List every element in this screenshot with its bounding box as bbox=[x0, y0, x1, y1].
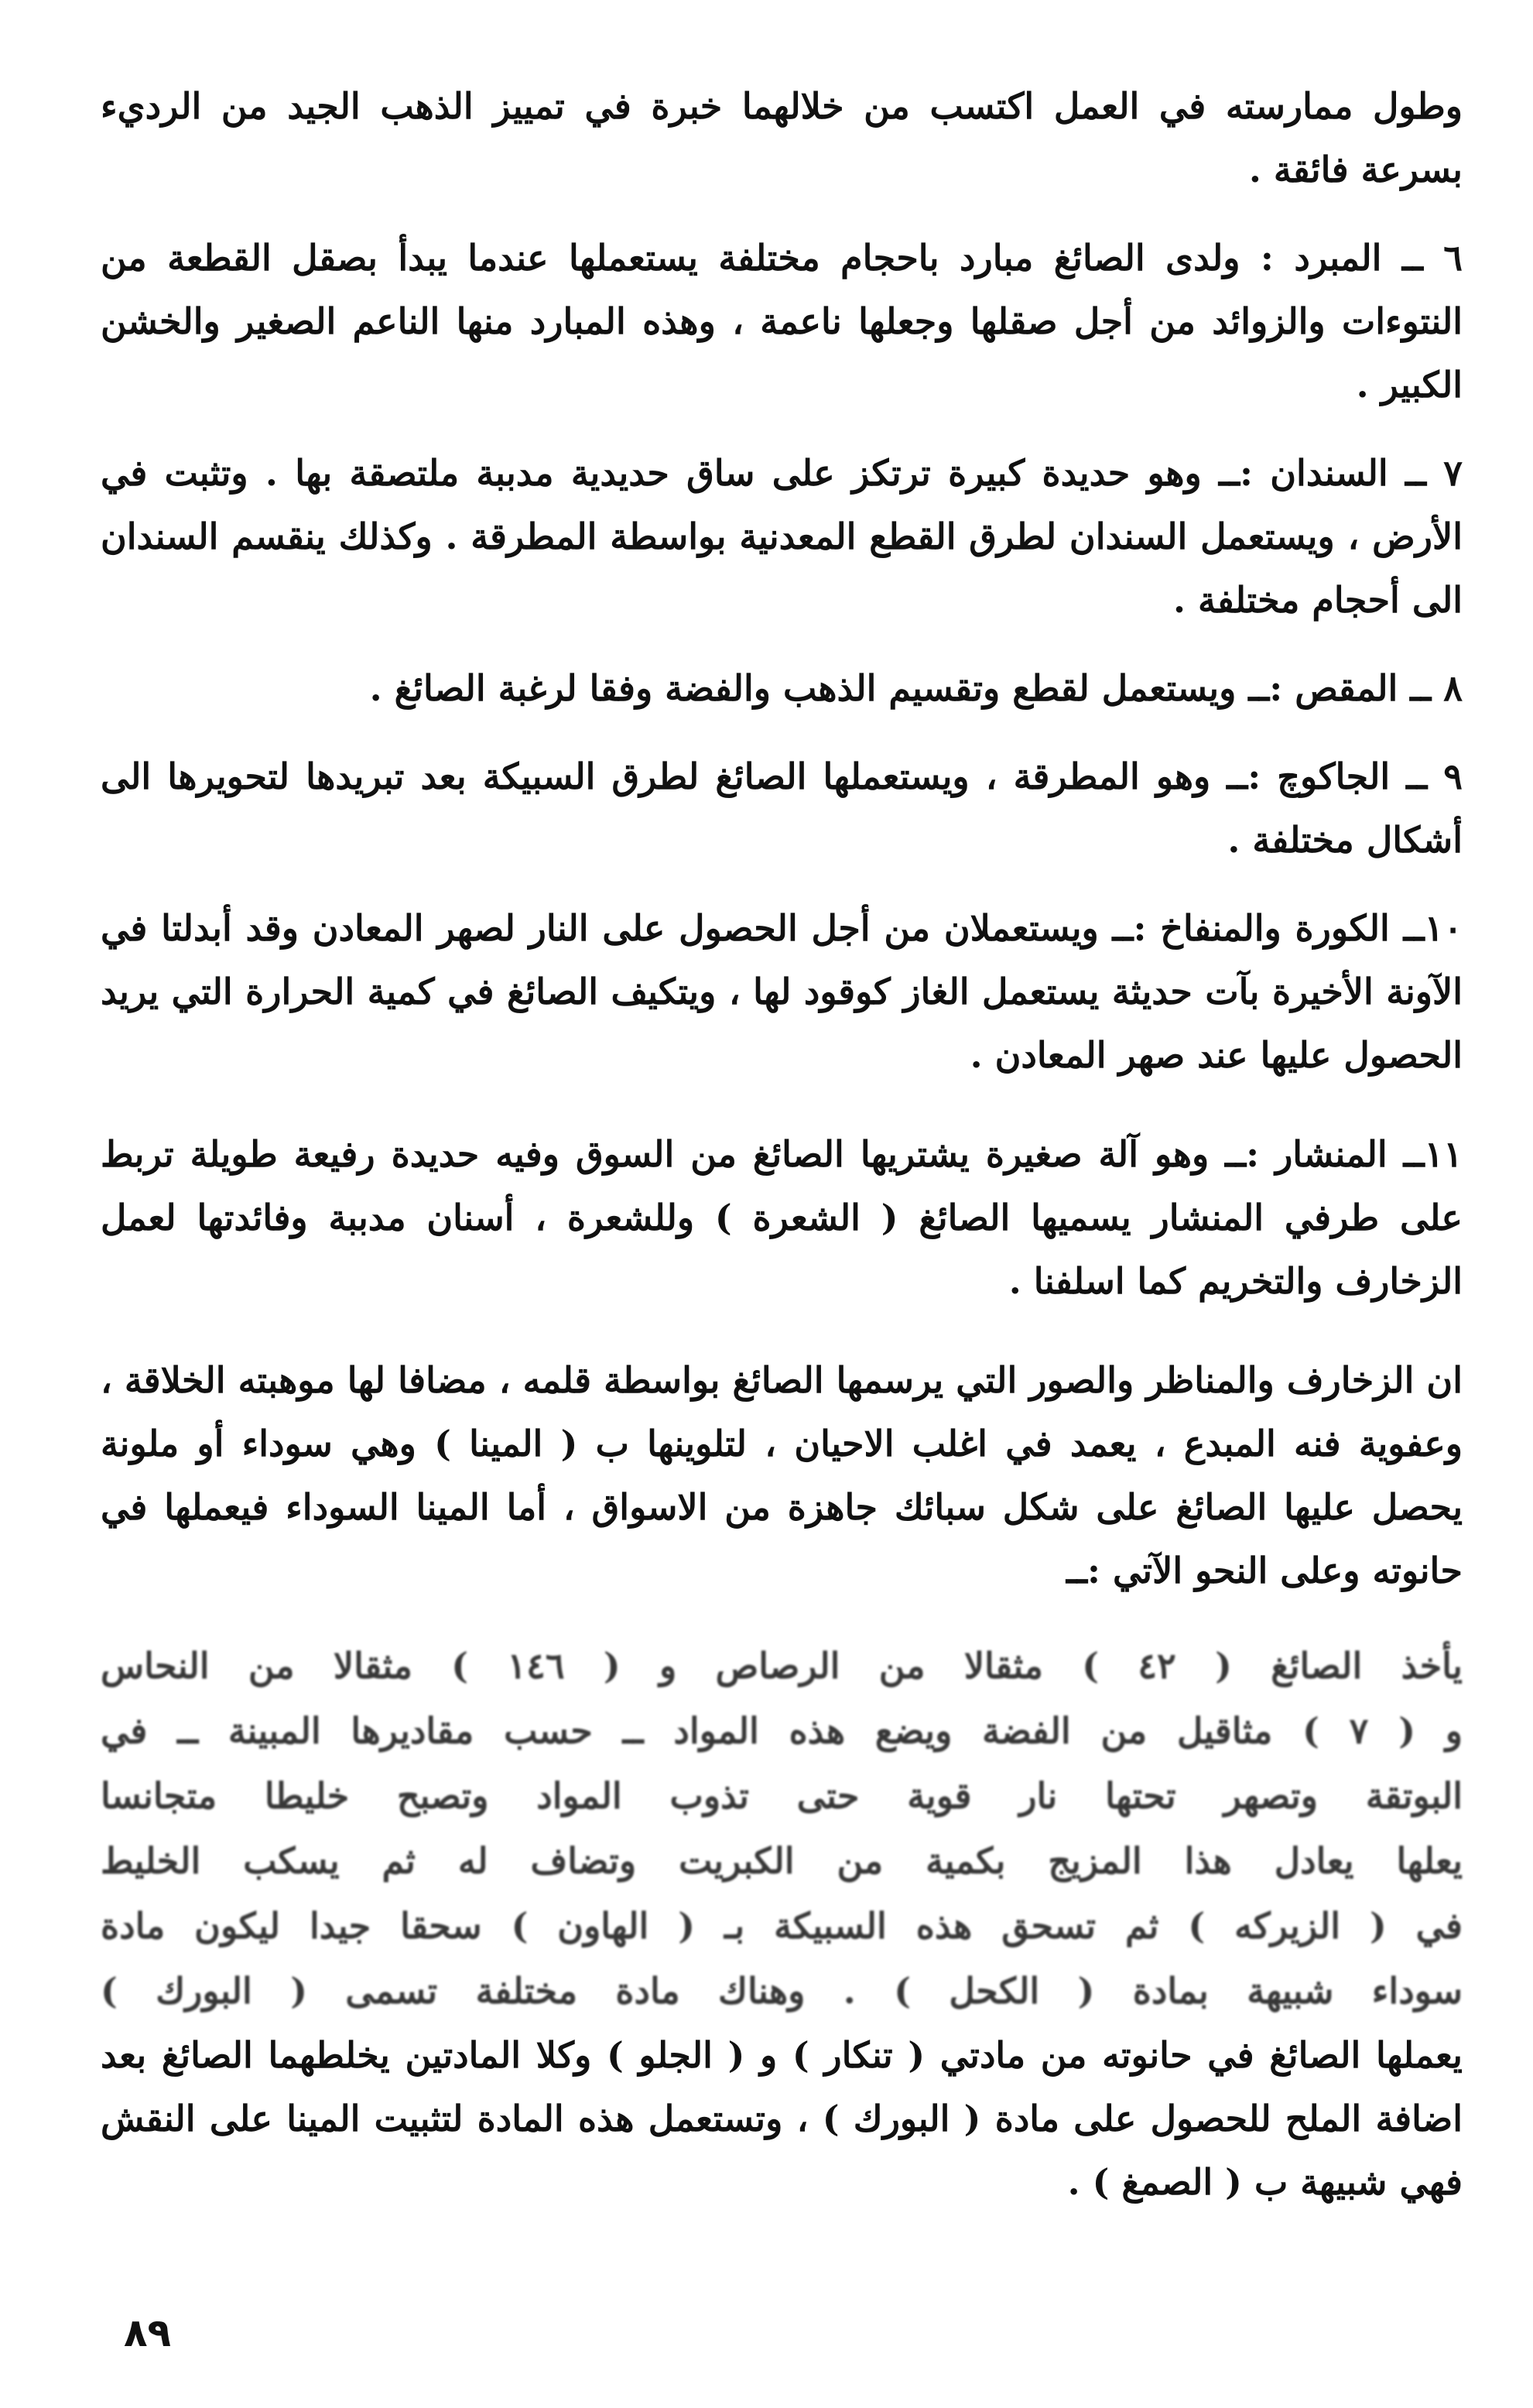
blurred-line: في ( الزيركه ) ثم تسحق هذه السبيكة بـ ( الهاون ) سحقا جيدا ليكون مادة bbox=[101, 1905, 1463, 1947]
paragraph-saw: ١١ــ المنشار :ــ وهو آلة صغيرة يشتريها الصائغ من السوق وفيه حديدة رفيعة طويلة تربط على طرفي المنشار يسميها الصائغ ( الشعرة ) وللشعرة ، أسنان مدببة وفائدتها لعمل الزخارف والتخريم كما اسلفنا . bbox=[101, 1133, 1463, 1302]
paragraph-furnace-bellows: ١٠ــ الكورة والمنفاخ :ــ ويستعملان من أجل الحصول على النار لصهر المعادن وقد أبدلتا في الآونة الأخيرة بآت حديثة يستعمل الغاز كوقود لها ، ويتكيف الصائغ في كمية الحرارة التي يريد الحصول عليها عند صهر المعادن . bbox=[101, 907, 1463, 1076]
blurred-line: سوداء شبيهة بمادة ( الكحل ) . وهناك مادة مختلفة تسمى ( البورك ) bbox=[101, 1970, 1463, 2012]
blurred-line: و ( ٧ ) مثاقيل من الفضة ويضع هذه المواد ــ حسب مقاديرها المبينة ــ في bbox=[101, 1710, 1463, 1752]
page-body bbox=[101, 74, 1463, 2214]
blurred-text-block bbox=[101, 1633, 1463, 2023]
paragraph-intro: وطول ممارسته في العمل اكتسب من خلالهما خبرة في تمييز الذهب الجيد من الرديء بسرعة فائقة . bbox=[101, 85, 1463, 190]
paragraph-scissors: ٨ ــ المقص :ــ ويستعمل لقطع وتقسيم الذهب والفضة وفقا لرغبة الصائغ . bbox=[369, 667, 1463, 709]
paragraph-file-tool: ٦ ــ المبرد : ولدى الصائغ مبارد باحجام مختلفة يستعملها عندما يبدأ بصقل القطعة من النتوءات والزوائد من أجل صقلها وجعلها ناعمة ، وهذه المبارد منها الناعم الصغير والخشن الكبير . bbox=[101, 237, 1463, 406]
blurred-line: يعلها يعادل هذا المزيج بكمية من الكبريت وتضاف له ثم يسكب الخليط bbox=[101, 1840, 1463, 1882]
paragraph-borax: يعملها الصائغ في حانوته من مادتي ( تنكار ) و ( الجلو ) وكلا المادتين يخلطهما الصائغ بعد اضافة الملح للحصول على مادة ( البورك ) ، وتستعمل هذه المادة لتثبيت المينا على النقش فهي شبيهة ب ( الصمغ ) . bbox=[101, 2034, 1463, 2203]
blurred-line: يأخذ الصائغ ( ٤٢ ) مثقالا من الرصاص و ( ١٤٦ ) مثقالا من النحاس bbox=[101, 1645, 1463, 1687]
page-number: ٨٩ bbox=[124, 2310, 172, 2355]
blurred-line: البوتقة وتصهر تحتها نار قوية حتى تذوب المواد وتصبح خليطا متجانسا bbox=[101, 1775, 1463, 1817]
paragraph-enamel: ان الزخارف والمناظر والصور التي يرسمها الصائغ بواسطة قلمه ، مضافا لها موهبته الخلاقة ، وعفوية فنه المبدع ، يعمد في اغلب الاحيان ، لتلوينها ب ( المينا ) وهي سوداء أو ملونة يحصل عليها الصائغ على شكل سبائك جاهزة من الاسواق ، أما المينا السوداء فيعملها في حانوته وعلى النحو الآتي :ــ bbox=[101, 1359, 1463, 1591]
paragraph-hammer: ٩ ــ الجاكوچ :ــ وهو المطرقة ، ويستعملها الصائغ لطرق السبيكة بعد تبريدها لتحويرها الى أشكال مختلفة . bbox=[101, 755, 1463, 861]
paragraph-anvil: ٧ ــ السندان :ــ وهو حديدة كبيرة ترتكز على ساق حديدية مدببة ملتصقة بها . وتثبت في الأرض ، ويستعمل السندان لطرق القطع المعدنية بواسطة المطرقة . وكذلك ينقسم السندان الى أحجام مختلفة . bbox=[101, 452, 1463, 621]
